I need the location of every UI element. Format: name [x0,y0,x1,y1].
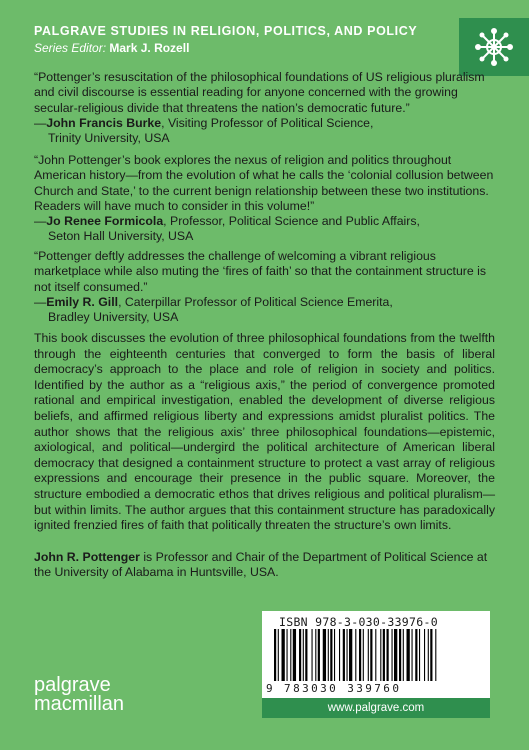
publisher-url[interactable]: www.palgrave.com [262,698,490,718]
blurb-attribution [34,116,495,131]
author-bio-text: is Professor and Chair of the Department of Political Science at the University of Alabama in Huntsville, USA. [34,550,488,580]
barcode-icon [272,629,480,681]
palgrave-macmillan-logo [34,676,124,714]
blurb-author-name: Jo Renee Formicola [46,214,164,229]
series-title: PALGRAVE STUDIES IN RELIGION, POLITICS, AND POLICY [34,24,418,38]
series-logo-box [459,18,529,76]
blurb-author-name: Emily R. Gill [46,294,119,309]
blurb-author-role: , Professor, Political Science and Public Affairs, [163,214,420,229]
author-bio [34,550,495,581]
blurb-affiliation: Bradley University, USA [48,310,179,325]
blurb-author-role: , Visiting Professor of Political Science, [161,115,374,130]
barcode-box [262,611,490,698]
blurb-2 [34,153,495,245]
blurb-affiliation: Seton Hall University, USA [48,229,194,244]
blurb-quote: “John Pottenger’s book explores the nexus of religion and politics throughout American history—from the evolution of what he calls the ‘colonial collusion between Church and State,’ to the current benign relationship between these two institutions. Readers will have much to consider in this volume!” [34,153,494,213]
author-name: John R. Pottenger [34,550,140,564]
attribution-dash: — [34,115,47,130]
blurb-author-name: John Francis Burke [46,115,162,130]
blurb-quote: “Pottenger deftly addresses the challenge of welcoming a vibrant religious marketplace while also muting the ‘fires of faith’ so that the containment structure is not itself consumed.” [34,249,487,294]
blurb-1 [34,70,495,146]
palgrave-network-icon [474,27,514,67]
barcode-digits: 9 783030 339760 [266,682,402,695]
logo-line-1: palgrave [34,674,111,696]
attribution-dash: — [34,294,47,309]
book-description [34,331,495,534]
blurb-quote: “Pottenger’s resuscitation of the philosophical foundations of US religious pluralism and civil discourse is essential reading for anyone concerned with the growing secular-religious divide that threatens the nation’s democratic future.” [34,70,485,115]
blurb-3 [34,249,495,325]
blurb-attribution [34,214,495,229]
series-editor-name: Mark J. Rozell [109,41,190,55]
series-editor [34,41,189,55]
blurb-author-role: , Caterpillar Professor of Political Science Emerita, [118,294,393,309]
blurb-affiliation: Trinity University, USA [48,131,170,146]
attribution-dash: — [34,214,47,229]
logo-line-2: macmillan [34,693,125,715]
blurb-attribution [34,295,495,310]
description-text: This book discusses the evolution of three philosophical foundations from the twelfth through the eighteenth centuries that converged to form the basis of liberal democracy’s approach to the place and role of religion in society and politics. Identified by the author as a “religious axis,” the period of convergence promoted rational and empirical investigation, enabled the development of diverse religious beliefs, and affirmed religious liberty and expressions amidst pluralist politics. The author shows that the religious axis’ three philosophical foundations—epistemic, axiological, and political—undergird the political architecture of American liberal democracy that designed a containment structure to protect a vast array of religious expressions and encourage their presence in the public square. Moreover, the structure embodied a democratic ethos that drives religious and political pluralism—but within limits. The author argues that this containment structure has paradoxically ignited frenzied fires of faith that politically threaten the structure’s own limits. [34,331,495,533]
series-editor-label: Series Editor: [34,41,107,55]
isbn-text: ISBN 978-3-030-33976-0 [279,615,438,629]
